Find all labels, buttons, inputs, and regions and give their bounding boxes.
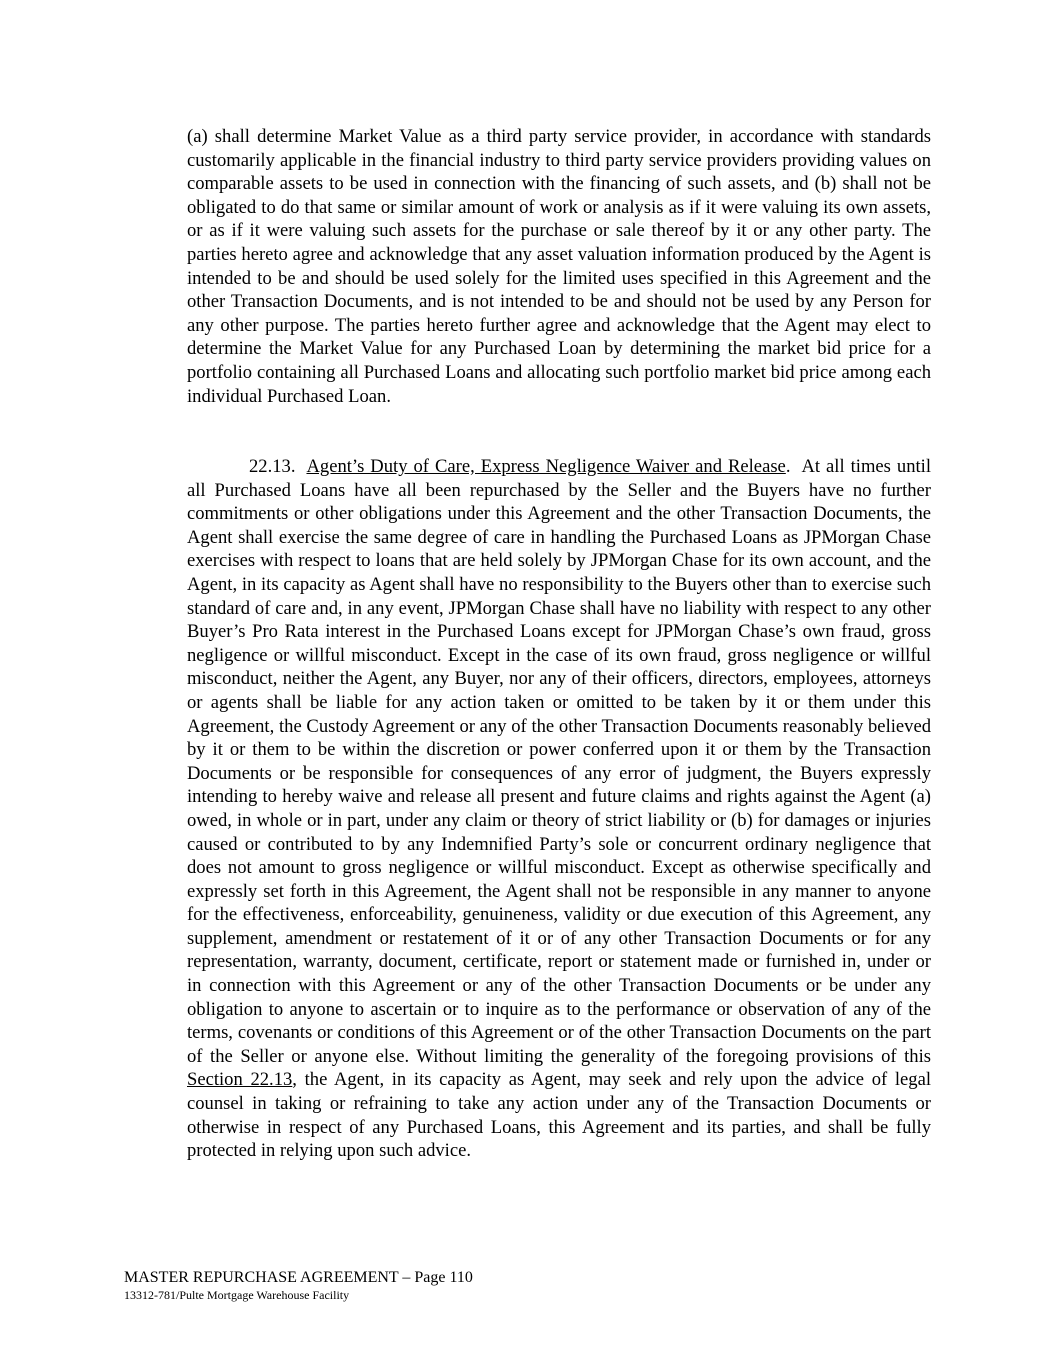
section-body-part1: At all times until all Purchased Loans have all been repurchased by the Seller and the Buyers have no further commitments or other obligations under this Agreement and the other Transaction Documents, the Agent shall exercise the same degree of care in handling the Purchased Loans as JPMorgan Chase exercises with respect to loans that are held solely by JPMorgan Chase for its own account, and the Agent, in its capacity as Agent shall have no responsibility to the Buyers other than to exercise such standard of care and, in any event, JPMorgan Chase shall have no liability with respect to any other Buyer’s Pro Rata interest in the Purchased Loans except for JPMorgan Chase’s own fraud, gross negligence or willful misconduct. Except in the case of its own fraud, gross negligence or willful misconduct, neither the Agent, any Buyer, nor any of their officers, directors, employees, attorneys or agents shall be liable for any action taken or omitted to be taken by it or them under this Agreement, the Custody Agreement or any of the other Transaction Documents reasonably believed by it or them to be within the discretion or power conferred upon it or them by the Transaction Documents or be responsible for consequences of any error of judgment, the Buyers expressly intending to hereby waive and release all present and future claims and rights against the Agent (a) owed, in whole or in part, under any claim or theory of strict liability or (b) for damages or injuries caused or contributed to by any Indemnified Party’s sole or concurrent ordinary negligence that does not amount to gross negligence or willful misconduct. Except as otherwise specifically and expressly set forth in this Agreement, the Agent shall not be responsible in any manner to anyone for the effectiveness, enforceability, genuineness, validity or due execution of this Agreement, any supplement, amendment or restatement of it or of any other Transaction Documents or for any representation, warranty, document, certificate, report or statement made or furnished in, under or in connection with this Agreement or any of the other Transaction Documents or be under any obligation to anyone to ascertain or to inquire as to the performance or observation of any of the terms, covenants or conditions of this Agreement or of the other Transaction Documents on the part of the Seller or anyone else. Without limiting the generality of the foregoing provisions of this <box>187 456 932 1067</box>
section-number: 22.13. <box>249 456 296 477</box>
footer-title: MASTER REPURCHASE AGREEMENT – Page 110 <box>124 1269 473 1286</box>
section-cross-reference: Section 22.13 <box>187 1069 293 1091</box>
footer-doc-id: 13312-781/Pulte Mortgage Warehouse Facility <box>124 1288 350 1302</box>
section-body-part2: , the Agent, in its capacity as Agent, may seek and rely upon the advice of legal counsel in taking or refraining to take any action under any of the Transaction Documents or otherwise in respect of any Purchased Loans, this Agreement and its parties, and shall be fully protected in relying upon such advice. <box>187 1069 931 1162</box>
paragraph-continuation: (a) shall determine Market Value as a third party service provider, in accordance with standards customarily applicable in the financial industry to third party service providers providing values on comparable assets to be used in connection with the financing of such assets, and (b) shall not be obligated to do that same or similar amount of work or analysis as if it were valuing its own assets, or as if it were valuing such assets for the purchase or sale thereof by it or any other party. The parties hereto agree and acknowledge that any asset valuation information produced by the Agent is intended to be and should be used solely for the limited uses specified in this Agreement and the other Transaction Documents, and is not intended to be and should not be used by any Person for any other purpose. The parties hereto further agree and acknowledge that the Agent may elect to determine the Market Value for any Purchased Loan by determining the market bid price for a portfolio containing all Purchased Loans and allocating such portfolio market bid price among each individual Purchased Loan. <box>187 126 931 407</box>
section-heading-period: . <box>785 456 791 477</box>
section-22-13-paragraph <box>187 455 931 1163</box>
section-heading: Agent’s Duty of Care, Express Negligence Waiver and Release <box>306 456 786 477</box>
